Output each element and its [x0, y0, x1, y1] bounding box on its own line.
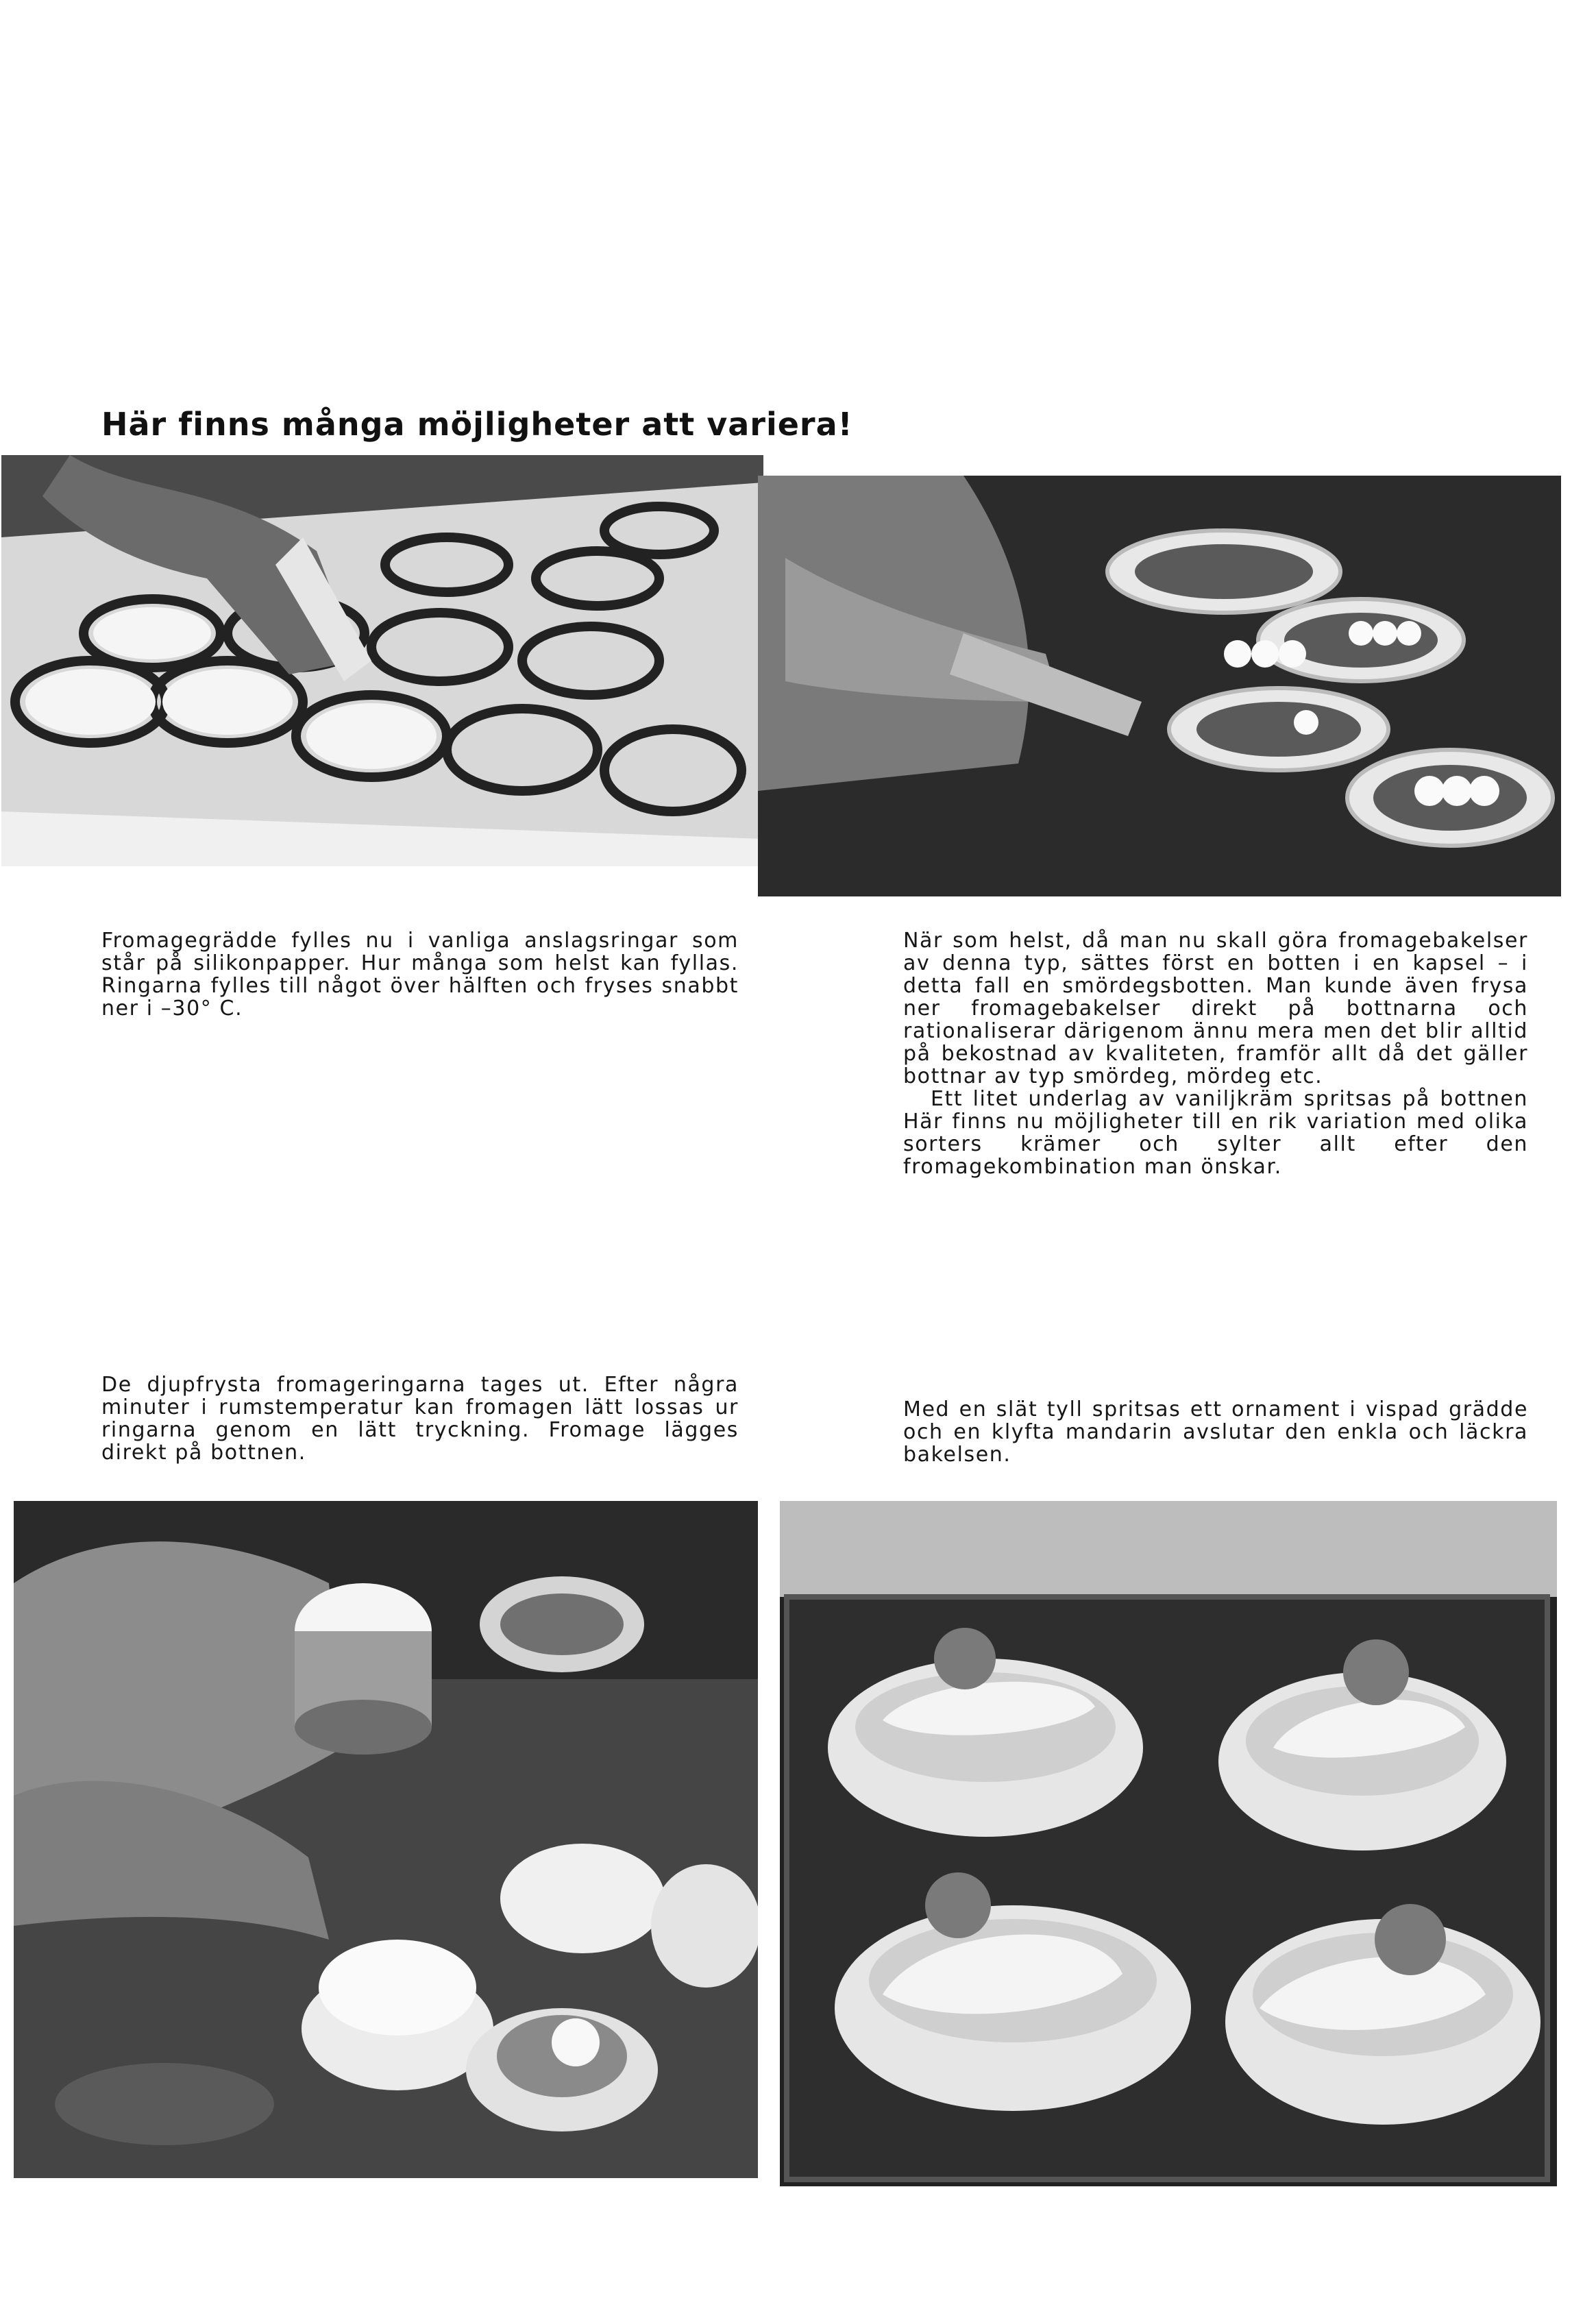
caption-rings-text: Fromagegrädde fylles nu i vanliga anslagsringar som står på silikonpapper. Hur många som helst kan fyllas. Ringarna fylles till något över hälften och fryses snabbt ner i –30° C.: [101, 929, 739, 1021]
caption-bottoms-paragraph-2: Ett litet underlag av vaniljkräm spritsas på bottnen Här finns nu möjligheter till en rik variation med olika sorters krämer och sylter allt efter den fromagekombination man önskar.: [903, 1087, 1528, 1179]
caption-bottoms: [903, 929, 1528, 1178]
caption-bottoms-paragraph-1: När som helst, då man nu skall göra fromagebakelser av denna typ, sättes först en botten i en kapsel – i detta fall en smördegsbotten. Man kunde även frysa ner fromagebakelser direkt på bottnarna och rationaliserar därigenom ännu mera men det blir alltid på bekostnad av kvaliteten, framför allt då det gäller bottnar av typ smördeg, mördeg etc.: [903, 929, 1528, 1088]
photo-finished-pastries: [780, 1501, 1557, 2186]
page-heading: Här finns många möjligheter att variera!: [101, 406, 853, 443]
photo-piping-on-bottoms: [758, 476, 1561, 896]
photo-rings-on-tray: [1, 455, 763, 866]
caption-unmold-text: De djupfrysta fromageringarna tages ut. Efter några minuter i rumstemperatur kan fromagen lätt lossas ur ringarna genom en lätt tryckning. Fromage lägges direkt på bottnen.: [101, 1373, 739, 1465]
caption-finish: [903, 1398, 1528, 1466]
caption-finish-text: Med en slät tyll spritsas ett ornament i vispad grädde och en klyfta mandarin avslutar den enkla och läckra bakelsen.: [903, 1397, 1528, 1467]
photo-removing-rings: [14, 1501, 758, 2178]
caption-rings: [101, 929, 739, 1020]
caption-unmold: [101, 1373, 739, 1464]
